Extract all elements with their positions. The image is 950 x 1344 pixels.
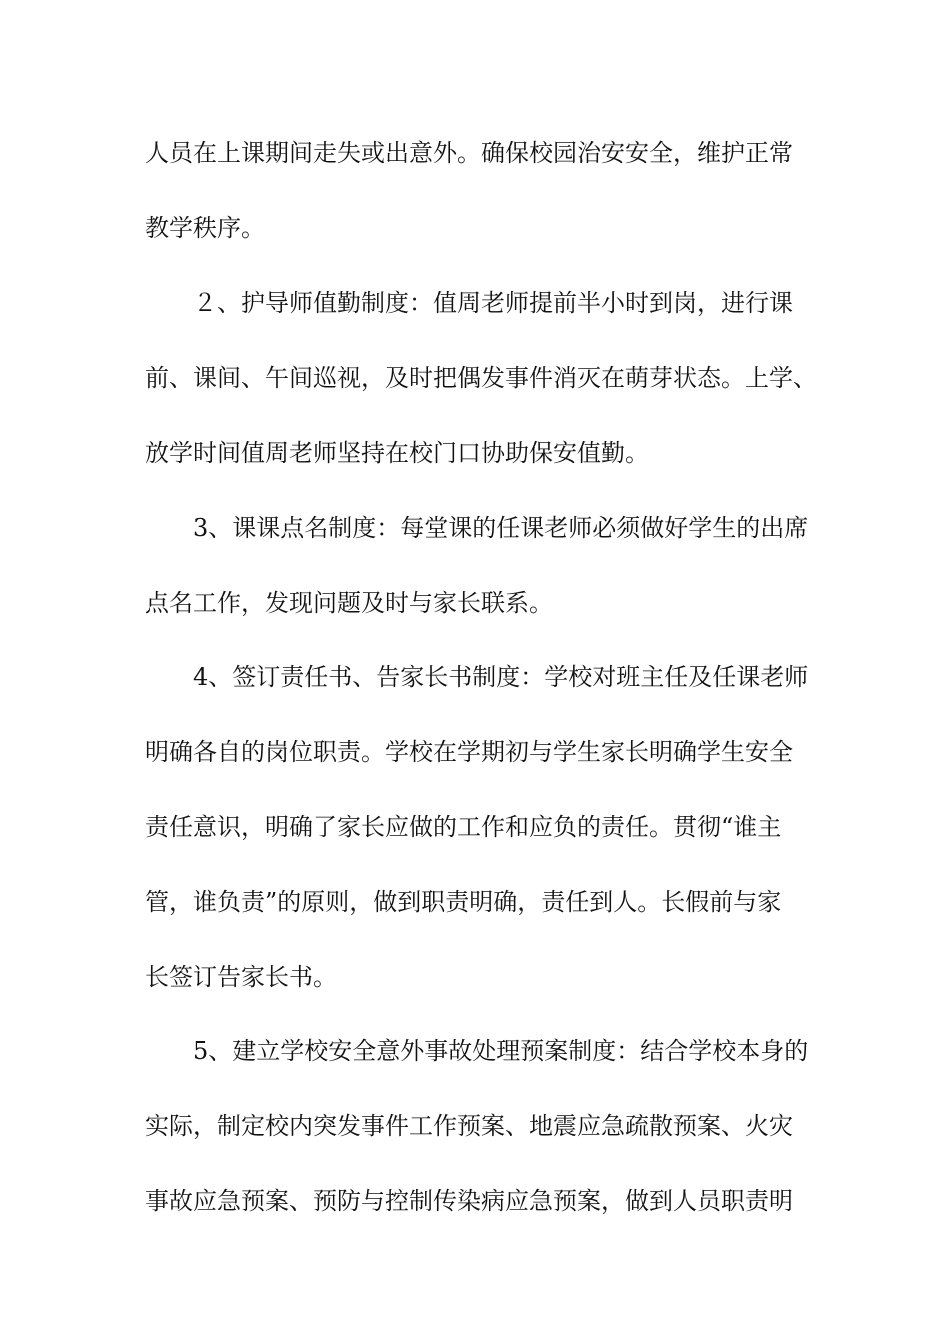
text-line: 教学秩序。 xyxy=(145,214,265,242)
text-line: 前、课间、午间巡视，及时把偶发事件消灭在萌芽状态。上学、 xyxy=(145,364,817,392)
text-line: 3、课课点名制度：每堂课的任课老师必须做好学生的出席 xyxy=(169,514,809,542)
text-line: 实际，制定校内突发事件工作预案、地震应急疏散预案、火灾 xyxy=(145,1112,793,1140)
text-line: 人员在上课期间走失或出意外。确保校园治安安全，维护正常 xyxy=(145,139,793,167)
text-line: 责任意识，明确了家长应做的工作和应负的责任。贯彻“谁主 xyxy=(145,813,782,841)
text-line: 点名工作，发现问题及时与家长联系。 xyxy=(145,589,553,617)
text-line: 长签订告家长书。 xyxy=(145,963,337,991)
text-line: 4、签订责任书、告家长书制度：学校对班主任及任课老师 xyxy=(169,663,809,691)
text-line: 管，谁负责”的原则，做到职责明确，责任到人。长假前与家 xyxy=(145,888,782,916)
text-line: 明确各自的岗位职责。学校在学期初与学生家长明确学生安全 xyxy=(145,738,793,766)
text-line: 放学时间值周老师坚持在校门口协助保安值勤。 xyxy=(145,439,649,467)
text-line: ２、护导师值勤制度：值周老师提前半小时到岗，进行课 xyxy=(169,289,793,317)
text-line: 事故应急预案、预防与控制传染病应急预案，做到人员职责明 xyxy=(145,1187,793,1215)
text-line: 5、建立学校安全意外事故处理预案制度：结合学校本身的 xyxy=(169,1037,809,1065)
